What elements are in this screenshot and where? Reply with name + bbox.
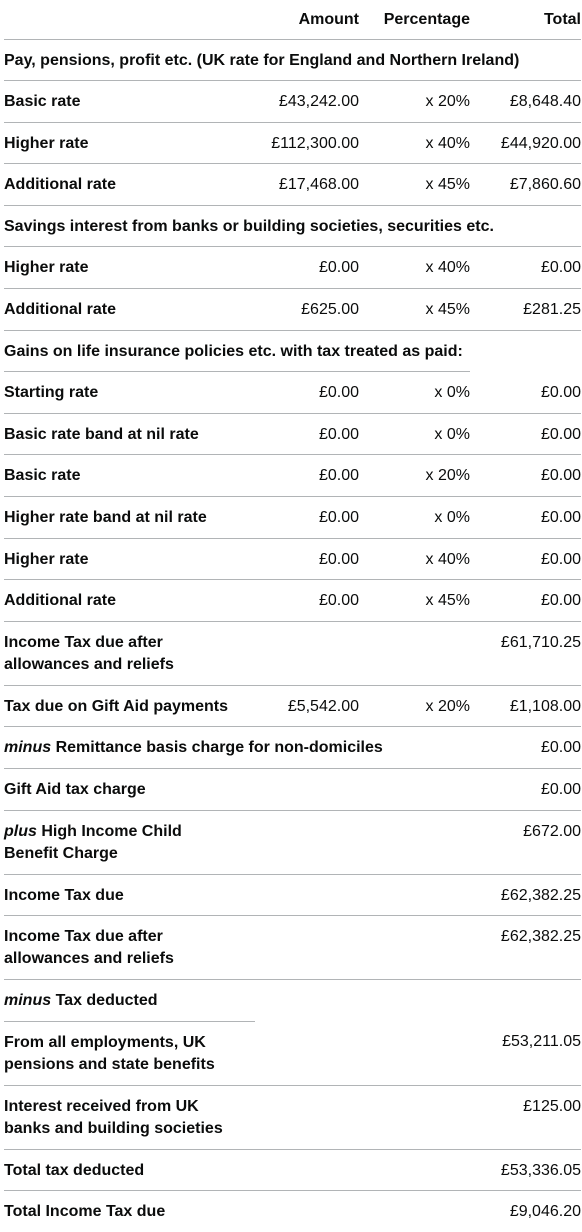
row-amount: £112,300.00 <box>255 122 359 164</box>
header-amount: Amount <box>255 0 359 39</box>
row-percentage <box>359 916 470 980</box>
table-header-row <box>4 0 581 39</box>
section-row <box>4 39 581 81</box>
row-percentage: x 20% <box>359 685 470 727</box>
table-row <box>4 916 581 980</box>
row-amount <box>255 621 359 685</box>
row-total: £53,211.05 <box>470 1021 581 1085</box>
row-percentage: x 40% <box>359 122 470 164</box>
section-row <box>4 205 581 247</box>
table-row <box>4 874 581 916</box>
row-amount: £625.00 <box>255 289 359 331</box>
tax-deducted-label: Tax deducted <box>55 992 158 1010</box>
row-total: £7,860.60 <box>470 164 581 206</box>
table-row <box>4 497 581 539</box>
hicbc-line1: High Income Child <box>41 822 182 840</box>
row-amount: £43,242.00 <box>255 81 359 123</box>
table-row <box>4 580 581 622</box>
row-amount: £0.00 <box>255 247 359 289</box>
row-percentage: x 45% <box>359 164 470 206</box>
row-amount: £0.00 <box>255 372 359 414</box>
row-total: £0.00 <box>470 497 581 539</box>
row-percentage <box>359 1149 470 1191</box>
table-row <box>4 538 581 580</box>
row-total: £9,046.20 <box>509 1203 581 1221</box>
row-label: Income Tax due <box>4 874 255 916</box>
row-amount <box>255 769 359 811</box>
table-row <box>4 413 581 455</box>
row-percentage <box>359 810 470 874</box>
row-amount: £17,468.00 <box>255 164 359 206</box>
table-row <box>4 122 581 164</box>
row-amount <box>255 1021 359 1085</box>
row-total: £44,920.00 <box>470 122 581 164</box>
row-total: £62,382.25 <box>470 916 581 980</box>
section-row <box>4 330 581 372</box>
row-label: Higher rate band at nil rate <box>4 497 255 539</box>
row-amount <box>255 810 359 874</box>
row-label: Basic rate <box>4 81 255 123</box>
table-row <box>4 727 581 769</box>
row-percentage: x 0% <box>359 497 470 539</box>
row-label: Gift Aid tax charge <box>4 769 255 811</box>
table-row <box>4 247 581 289</box>
row-label <box>4 1085 255 1149</box>
row-percentage <box>359 769 470 811</box>
row-amount <box>255 874 359 916</box>
row-label: Higher rate <box>4 122 255 164</box>
row-label: Additional rate <box>4 164 255 206</box>
row-amount: £0.00 <box>255 580 359 622</box>
row-amount: £5,542.00 <box>255 685 359 727</box>
minus-prefix: minus <box>4 992 52 1010</box>
row-total: £62,382.25 <box>470 874 581 916</box>
row-total: £0.00 <box>470 538 581 580</box>
row-total: £0.00 <box>470 769 581 811</box>
row-label: Basic rate band at nil rate <box>4 413 255 455</box>
row-amount <box>255 1191 359 1232</box>
section-gains: Gains on life insurance policies etc. with tax treated as paid: <box>4 330 470 372</box>
row-label <box>4 1021 255 1085</box>
tax-table <box>4 0 581 1232</box>
header-total: Total <box>470 0 581 39</box>
row-percentage <box>359 874 470 916</box>
row-label <box>4 810 255 874</box>
row-amount <box>255 1149 359 1191</box>
row-total: £0.00 <box>470 372 581 414</box>
row-percentage: x 40% <box>359 538 470 580</box>
employments-line1: From all employments, UK <box>4 1033 206 1051</box>
row-percentage <box>359 1085 470 1149</box>
interest-line2: banks and building societies <box>4 1119 223 1137</box>
row-percentage: x 20% <box>359 455 470 497</box>
row-total: £281.25 <box>470 289 581 331</box>
section-row <box>4 980 581 1022</box>
row-label: Additional rate <box>4 580 255 622</box>
row-total: £1,108.00 <box>470 685 581 727</box>
table-row <box>4 372 581 414</box>
row-total: £125.00 <box>470 1085 581 1149</box>
remittance-label: Remittance basis charge for non-domiciles <box>55 739 383 757</box>
table-row <box>4 81 581 123</box>
income-tax-after-line2: allowances and reliefs <box>4 655 174 673</box>
row-amount: £0.00 <box>255 413 359 455</box>
row-percentage: x 0% <box>359 413 470 455</box>
row-percentage <box>359 1021 470 1085</box>
row-percentage: x 45% <box>359 289 470 331</box>
row-label: Total tax deducted <box>4 1149 255 1191</box>
section-gains-spacer <box>470 330 581 372</box>
tax-calculation <box>4 0 581 1232</box>
income-tax-after-line1: Income Tax due after <box>4 633 163 651</box>
row-percentage: x 20% <box>359 81 470 123</box>
tax-deducted-spacer <box>255 980 581 1022</box>
row-percentage: x 0% <box>359 372 470 414</box>
row-percentage <box>359 621 470 685</box>
plus-prefix: plus <box>4 822 37 840</box>
tax-deducted-heading <box>4 980 255 1022</box>
table-row <box>4 164 581 206</box>
table-row <box>4 810 581 874</box>
minus-prefix: minus <box>4 739 52 757</box>
income-tax-after-2-line1: Income Tax due after <box>4 928 163 946</box>
row-amount: £0.00 <box>255 455 359 497</box>
row-total: £61,710.25 <box>470 621 581 685</box>
header-percentage: Percentage <box>359 0 470 39</box>
row-percentage: x 45% <box>359 580 470 622</box>
row-label: Total Income Tax due <box>4 1203 166 1221</box>
table-row <box>4 769 581 811</box>
row-label: Higher rate <box>4 247 255 289</box>
table-row <box>4 1021 581 1085</box>
employments-line2: pensions and state benefits <box>4 1055 215 1073</box>
row-total: £0.00 <box>470 247 581 289</box>
hicbc-line2: Benefit Charge <box>4 844 118 862</box>
row-amount: £0.00 <box>255 497 359 539</box>
section-savings: Savings interest from banks or building societies, securities etc. <box>4 205 581 247</box>
row-total: £8,648.40 <box>470 81 581 123</box>
row-label <box>4 621 255 685</box>
table-row <box>4 455 581 497</box>
row-total: £53,336.05 <box>470 1149 581 1191</box>
row-label: Additional rate <box>4 289 255 331</box>
row-total: £672.00 <box>470 810 581 874</box>
row-amount: £0.00 <box>255 538 359 580</box>
row-percentage: x 40% <box>359 247 470 289</box>
row-amount <box>255 916 359 980</box>
section-pay: Pay, pensions, profit etc. (UK rate for England and Northern Ireland) <box>4 39 581 81</box>
table-row <box>4 1085 581 1149</box>
row-label: Tax due on Gift Aid payments <box>4 685 255 727</box>
row-label: Starting rate <box>4 372 255 414</box>
row-label <box>4 727 470 769</box>
header-label <box>4 0 255 39</box>
table-row <box>4 1149 581 1191</box>
table-row <box>4 621 581 685</box>
row-percentage <box>359 1191 470 1232</box>
interest-line1: Interest received from UK <box>4 1097 199 1115</box>
row-total: £0.00 <box>470 455 581 497</box>
row-label: Basic rate <box>4 455 255 497</box>
table-row <box>4 289 581 331</box>
table-row <box>4 685 581 727</box>
row-total: £0.00 <box>470 580 581 622</box>
table-row <box>4 1191 581 1232</box>
row-total: £0.00 <box>470 413 581 455</box>
row-total: £0.00 <box>470 727 581 769</box>
row-label: Higher rate <box>4 538 255 580</box>
row-label <box>4 916 255 980</box>
row-amount <box>255 1085 359 1149</box>
income-tax-after-2-line2: allowances and reliefs <box>4 950 174 968</box>
